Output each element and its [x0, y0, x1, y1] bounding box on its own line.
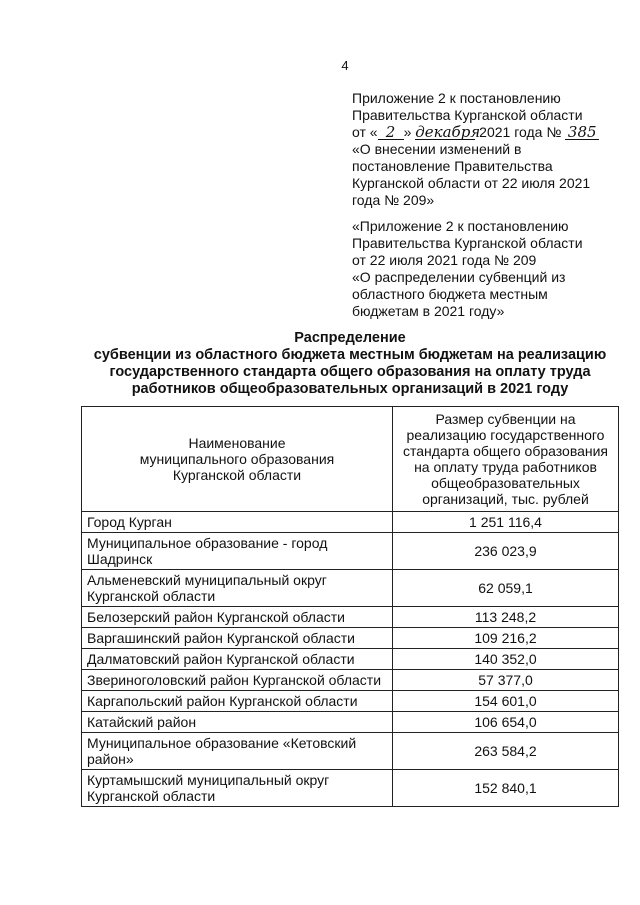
- municipality-name: Каргапольский район Курганской области: [82, 691, 393, 712]
- table-row: [82, 607, 619, 628]
- municipality-name: Куртамышский муниципальный округ Курганской области: [82, 770, 393, 807]
- date-mid: »: [403, 124, 412, 140]
- subvention-value: 57 377,0: [393, 670, 619, 691]
- handwritten-doc-number: 385: [565, 125, 599, 140]
- municipality-name: Далматовский район Курганской области: [82, 649, 393, 670]
- annex-header-line: Курганской области от 22 июля 2021: [352, 175, 591, 191]
- annex-header-line: Правительства Курганской области: [352, 107, 583, 123]
- municipality-name: Катайский район: [82, 712, 393, 733]
- table-row: [82, 628, 619, 649]
- header-line: общеобразовательных: [431, 475, 580, 491]
- subvention-value: 62 059,1: [393, 570, 619, 607]
- date-prefix: от «: [352, 124, 378, 140]
- header-line: организаций, тыс. рублей: [422, 491, 589, 507]
- header-line: стандарта общего образования: [402, 443, 609, 459]
- header-line: муниципального образования: [139, 451, 335, 467]
- annex-original-line: от 22 июля 2021 года № 209: [352, 252, 537, 268]
- subvention-value: 113 248,2: [393, 607, 619, 628]
- header-line: Наименование: [188, 435, 286, 451]
- distribution-table: [81, 406, 619, 807]
- annex-original: [352, 218, 622, 320]
- annex-header: [352, 90, 622, 209]
- subvention-value: 106 654,0: [393, 712, 619, 733]
- table-header-row: [82, 407, 619, 512]
- municipality-name: Варгашинский район Курганской области: [82, 628, 393, 649]
- table-row: [82, 691, 619, 712]
- subvention-value: 1 251 116,4: [393, 512, 619, 533]
- annex-original-line: бюджетам в 2021 году»: [352, 303, 505, 319]
- table-row: [82, 512, 619, 533]
- annex-date-line: [352, 124, 622, 141]
- table-row: [82, 712, 619, 733]
- title-line: работников общеобразовательных организаций в 2021 году: [131, 381, 569, 397]
- table-row: [82, 649, 619, 670]
- municipality-name: Город Курган: [82, 512, 393, 533]
- header-subvention-amount: [393, 407, 619, 512]
- subvention-value: 154 601,0: [393, 691, 619, 712]
- table-row: [82, 770, 619, 807]
- header-line: Курганской области: [172, 467, 302, 483]
- municipality-name: Звериноголовский район Курганской области: [82, 670, 393, 691]
- table-row: [82, 670, 619, 691]
- page-number: 4: [341, 58, 349, 73]
- subvention-value: 109 216,2: [393, 628, 619, 649]
- annex-header-line: года № 209»: [352, 192, 435, 208]
- handwritten-day: 2: [378, 125, 404, 140]
- table-row: [82, 570, 619, 607]
- document-title: [80, 330, 620, 398]
- municipality-name: Альменевский муниципальный округ Курганской области: [82, 570, 393, 607]
- municipality-name: Муниципальное образование «Кетовский район»: [82, 733, 393, 770]
- header-line: Размер субвенции на: [435, 411, 576, 427]
- annex-original-line: областного бюджета местным: [352, 286, 548, 302]
- header-line: реализацию государственного: [406, 427, 605, 443]
- annex-original-line: Правительства Курганской области: [352, 235, 583, 251]
- annex-header-line: «О внесении изменений в: [352, 141, 522, 157]
- annex-header-line: постановление Правительства: [352, 158, 553, 174]
- title-line: Распределение: [294, 330, 406, 346]
- table-row: [82, 533, 619, 570]
- subvention-value: 140 352,0: [393, 649, 619, 670]
- table-row: [82, 733, 619, 770]
- subvention-value: 236 023,9: [393, 533, 619, 570]
- annex-original-line: «О распределении субвенций из: [352, 269, 566, 285]
- subvention-value: 152 840,1: [393, 770, 619, 807]
- municipality-name: Муниципальное образование - город Шадринск: [82, 533, 393, 570]
- header-line: на оплату труда работников: [414, 459, 597, 475]
- annex-header-line: Приложение 2 к постановлению: [352, 90, 561, 106]
- title-line: субвенции из областного бюджета местным бюджетам на реализацию: [93, 347, 607, 363]
- handwritten-month: декабря: [415, 123, 481, 141]
- annex-original-line: «Приложение 2 к постановлению: [352, 218, 569, 234]
- title-line: государственного стандарта общего образования на оплату труда: [109, 364, 591, 380]
- municipality-name: Белозерский район Курганской области: [82, 607, 393, 628]
- subvention-value: 263 584,2: [393, 733, 619, 770]
- header-municipality: [82, 407, 393, 512]
- date-year: 2021 года №: [479, 124, 562, 140]
